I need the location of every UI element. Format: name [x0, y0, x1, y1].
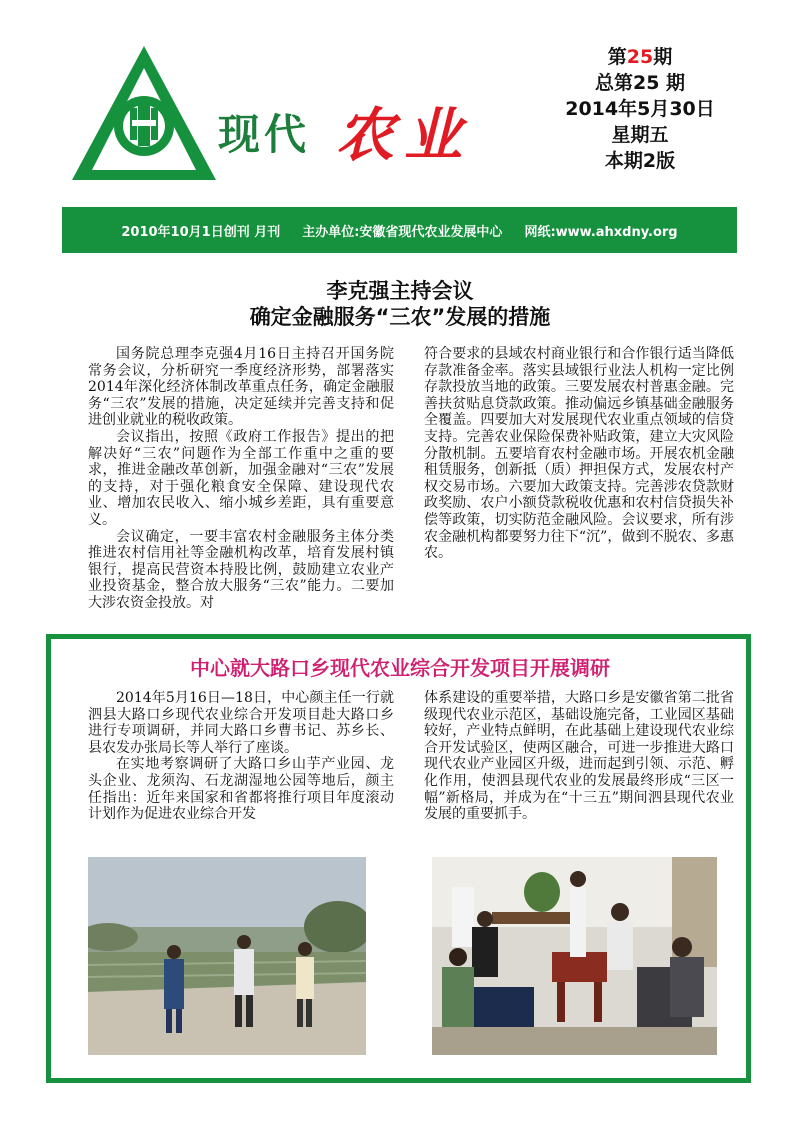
issue-number-line [540, 44, 740, 70]
article2-right-column [424, 690, 734, 823]
article1-right-column [424, 346, 734, 562]
paper-name-part1: 现代 [218, 110, 311, 159]
sponsor-info: 主办单位:安徽省现代农业发展中心 [302, 224, 503, 240]
founded-info: 2010年10月1日创刊 月刊 [121, 224, 281, 240]
article1-paragraph: 会议确定，一要丰富农村金融服务主体分类推进农村信用社等金融机构改革，培育发展村镇银行，提高民营资本持股比例，鼓励建立农业产业投资基金，整合放大服务“三农”能力。二要加大涉农资金投放。对 [88, 528, 394, 611]
paper-name-part2: 农业 [336, 101, 473, 169]
issue-prefix: 第 [607, 46, 627, 68]
article2-title: 中心就大路口乡现代农业综合开发项目开展调研 [190, 656, 610, 680]
article1-title-line2: 确定金融服务“三农”发展的措施 [249, 305, 551, 329]
agriculture-emblem-icon [68, 42, 220, 184]
article2-paragraph: 在实地考察调研了大路口乡山芋产业园、龙头企业、龙须沟、石龙湖湿地公园等地后，颜主任指出：近年来国家和省都将推行项目年度滚动计划作为促进农业综合开发 [88, 756, 394, 823]
article1-title-line1: 李克强主持会议 [326, 279, 474, 303]
article2-left-column [88, 690, 394, 823]
masthead [0, 0, 800, 200]
article2-paragraph: 2014年5月16日—18日，中心颜主任一行就泗县大路口乡现代农业综合开发项目赴大路口乡进行专项调研，并同大路口乡曹书记、苏乡长、县农发办张局长等人举行了座谈。 [88, 690, 394, 756]
article1-left-column [88, 346, 394, 612]
issue-weekday: 星期五 [611, 124, 669, 146]
article1-paragraph: 会议指出，按照《政府工作报告》提出的把解决好“三农”问题作为全部工作重中之重的要求，推进金融改革创新，加强金融对“三农”发展的支持，对于强化粮食安全保障、建设现代农业、增加农民收入、缩小城乡差距，具有重要意义。 [88, 428, 394, 528]
total-issue: 总第25 期 [594, 72, 686, 94]
issue-suffix: 期 [653, 46, 673, 68]
field-visit-photo [88, 857, 366, 1055]
info-bar [62, 207, 737, 253]
issue-number: 25 [626, 46, 654, 68]
website-link[interactable]: 网纸:www.ahxdny.org [524, 224, 678, 240]
article1-paragraph: 国务院总理李克强4月16日主持召开国务院常务会议，分析研究一季度经济形势，部署落实2014年深化经济体制改革重点任务，确定金融服务“三农”发展的措施，决定延续并完善支持和促进创业就业的税收政策。 [88, 346, 394, 429]
article2-paragraph: 体系建设的重要举措，大路口乡是安徽省第二批省级现代农业示范区，基础设施完备，工业园区基础较好，产业特点鲜明，在此基础上建设现代农业综合开发试验区，使两区融合，可进一步推进大路口现代农业产业园区升级，进而起到引领、示范、孵化作用，使泗县现代农业的发展最终形成“三区一幅”新格局，并成为在“十三五”期间泗县现代农业发展的重要抓手。 [424, 690, 734, 823]
issue-info [540, 44, 740, 174]
meeting-photo [432, 857, 717, 1055]
issue-date: 2014年5月30日 [565, 98, 715, 120]
issue-edition: 本期2版 [604, 150, 676, 172]
article1-paragraph: 符合要求的县域农村商业银行和合作银行适当降低存款准备金率。落实县域银行业法人机构一定比例存款投放当地的政策。三要发展农村普惠金融。完善扶贫贴息贷款政策。推动偏远乡镇基础金融服务全覆盖。四要加大对发展现代农业重点领域的信贷支持。完善农业保险保费补贴政策，建立大灾风险分散机制。五要培育农村金融市场。开展农机金融租赁服务，创新抵（质）押担保方式，发展农村产权交易市场。六要加大政策支持。完善涉农贷款财政奖励、农户小额贷款税收优惠和农村信贷损失补偿等政策，切实防范金融风险。会议要求，所有涉农金融机构都要努力往下“沉”，做到不脱农、多惠农。 [424, 346, 734, 562]
